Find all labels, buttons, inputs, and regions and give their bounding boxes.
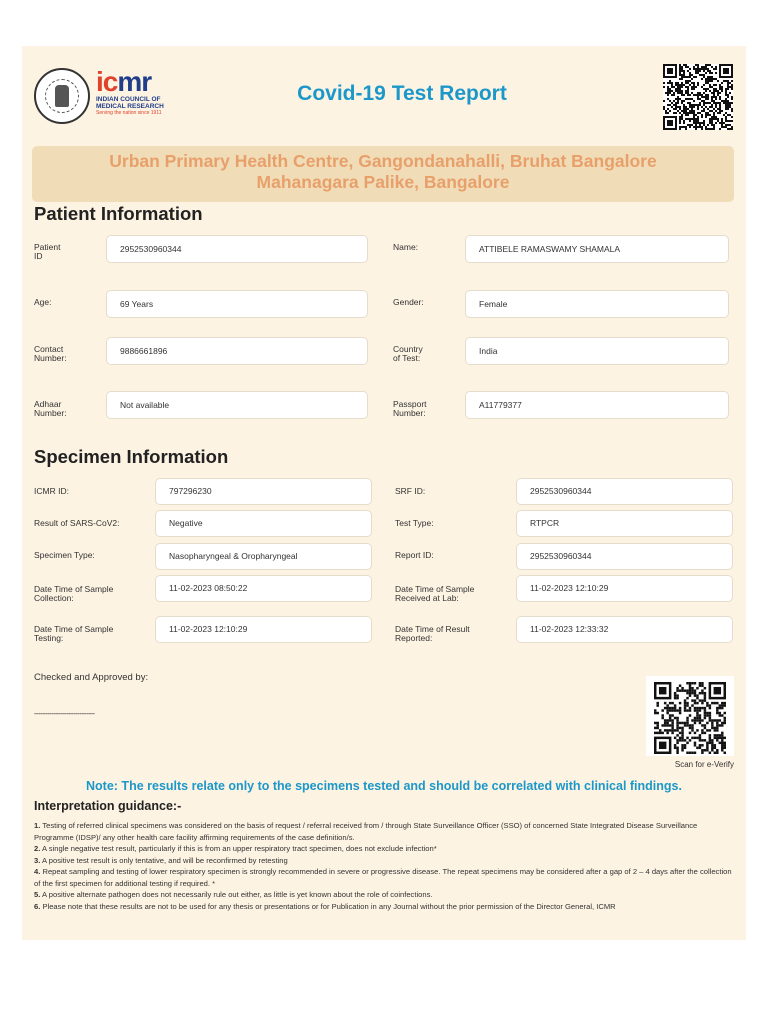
facility-banner	[32, 146, 734, 202]
name-value: ATTIBELE RAMASWAMY SHAMALA	[465, 235, 729, 263]
testing-time-value: 11-02-2023 12:10:29	[155, 616, 372, 643]
specimen-section-title: Specimen Information	[34, 446, 229, 467]
age-label: Age:	[34, 297, 52, 307]
passport-label: Passport Number:	[393, 399, 427, 418]
interpretation-title: Interpretation guidance:-	[34, 799, 182, 813]
icmr-id-value: 797296230	[155, 478, 372, 505]
received-time-value: 11-02-2023 12:10:29	[516, 575, 733, 602]
specimen-type-value: Nasopharyngeal & Oropharyngeal	[155, 543, 372, 570]
result-value: Negative	[155, 510, 372, 537]
collection-time-value: 11-02-2023 08:50:22	[155, 575, 372, 602]
checked-approved-label: Checked and Approved by:	[34, 672, 149, 683]
qr-code-icon	[663, 64, 733, 130]
contact-value: 9886661896	[106, 337, 368, 365]
interpretation-item: 5. A positive alternate pathogen does not necessarily rule out either, as little is yet known about the role of coinfections.	[34, 890, 433, 899]
adhaar-label: Adhaar Number:	[34, 399, 67, 418]
patient-id-label: Patient ID	[34, 242, 61, 261]
patient-id-value: 2952530960344	[106, 235, 368, 263]
emblem-seal-icon	[34, 68, 90, 124]
collection-time-label: Date Time of Sample Collection:	[34, 584, 114, 603]
interpretation-item: 1. Testing of referred clinical specimens was considered on the basis of request / referral received from / through State Surveillance Officer (SSO) of concerned State Integrated Disease Surveillance Programme (IDSP)/ any other health care facility affirming requirements of the case definition/s.	[34, 821, 698, 842]
interpretation-item: 6. Please note that these results are not to be used for any thesis or presentations or for Publication in any Journal without the prior permission of the Director General, ICMR	[34, 901, 616, 911]
srf-id-label: SRF ID:	[395, 486, 426, 496]
signature-line: ----------------------------	[34, 709, 95, 718]
report-page	[22, 46, 746, 940]
patient-section-title: Patient Information	[34, 203, 203, 224]
test-type-label: Test Type:	[395, 518, 434, 528]
contact-label: Contact Number:	[34, 344, 67, 363]
verify-qr-code-icon[interactable]	[653, 682, 727, 754]
gender-label: Gender:	[393, 297, 424, 307]
reported-time-label: Date Time of Result Reported:	[395, 624, 470, 643]
interpretation-item: 2. A single negative test result, particularly if this is from an upper respiratory tract specimen, does not exclude infection*	[34, 844, 437, 853]
icmr-id-label: ICMR ID:	[34, 486, 69, 496]
adhaar-value: Not available	[106, 391, 368, 419]
interpretation-item: 3. A positive test result is only tentative, and will be reconfirmed by retesting	[34, 855, 288, 865]
interpretation-list	[34, 820, 734, 912]
name-label: Name:	[393, 242, 419, 252]
specimen-type-label: Specimen Type:	[34, 550, 95, 560]
report-id-label: Report ID:	[395, 550, 434, 560]
srf-id-value: 2952530960344	[516, 478, 733, 505]
report-title: Covid-19 Test Report	[297, 82, 507, 105]
report-header	[22, 46, 746, 142]
received-time-label: Date Time of Sample Received at Lab:	[395, 584, 475, 603]
scan-verify-label: Scan for e-Verify	[674, 760, 734, 769]
test-type-value: RTPCR	[516, 510, 733, 537]
reported-time-value: 11-02-2023 12:33:32	[516, 616, 733, 643]
interpretation-item: 4. Repeat sampling and testing of lower respiratory specimen is strongly recommended in severe or progressive disease. The repeat specimens may be considered after a gap of 2 – 4 days after the collection of the first specimen for additional testing if required. *	[34, 867, 732, 888]
age-value: 69 Years	[106, 290, 368, 318]
result-label: Result of SARS-CoV2:	[34, 518, 120, 528]
icmr-logo: icmr INDIAN COUNCIL OF MEDICAL RESEARCH Serving the nation since 1911	[96, 66, 164, 116]
passport-value: A11779377	[465, 391, 729, 419]
gender-value: Female	[465, 290, 729, 318]
report-id-value: 2952530960344	[516, 543, 733, 570]
country-value: India	[465, 337, 729, 365]
testing-time-label: Date Time of Sample Testing:	[34, 624, 114, 643]
facility-name-line2: Mahanagara Palike, Bangalore	[256, 172, 510, 192]
results-note: Note: The results relate only to the specimens tested and should be correlated with clinical findings.	[86, 779, 682, 793]
country-label: Country of Test:	[393, 344, 423, 363]
facility-name-line1: Urban Primary Health Centre, Gangondanahalli, Bruhat Bangalore	[109, 151, 657, 171]
